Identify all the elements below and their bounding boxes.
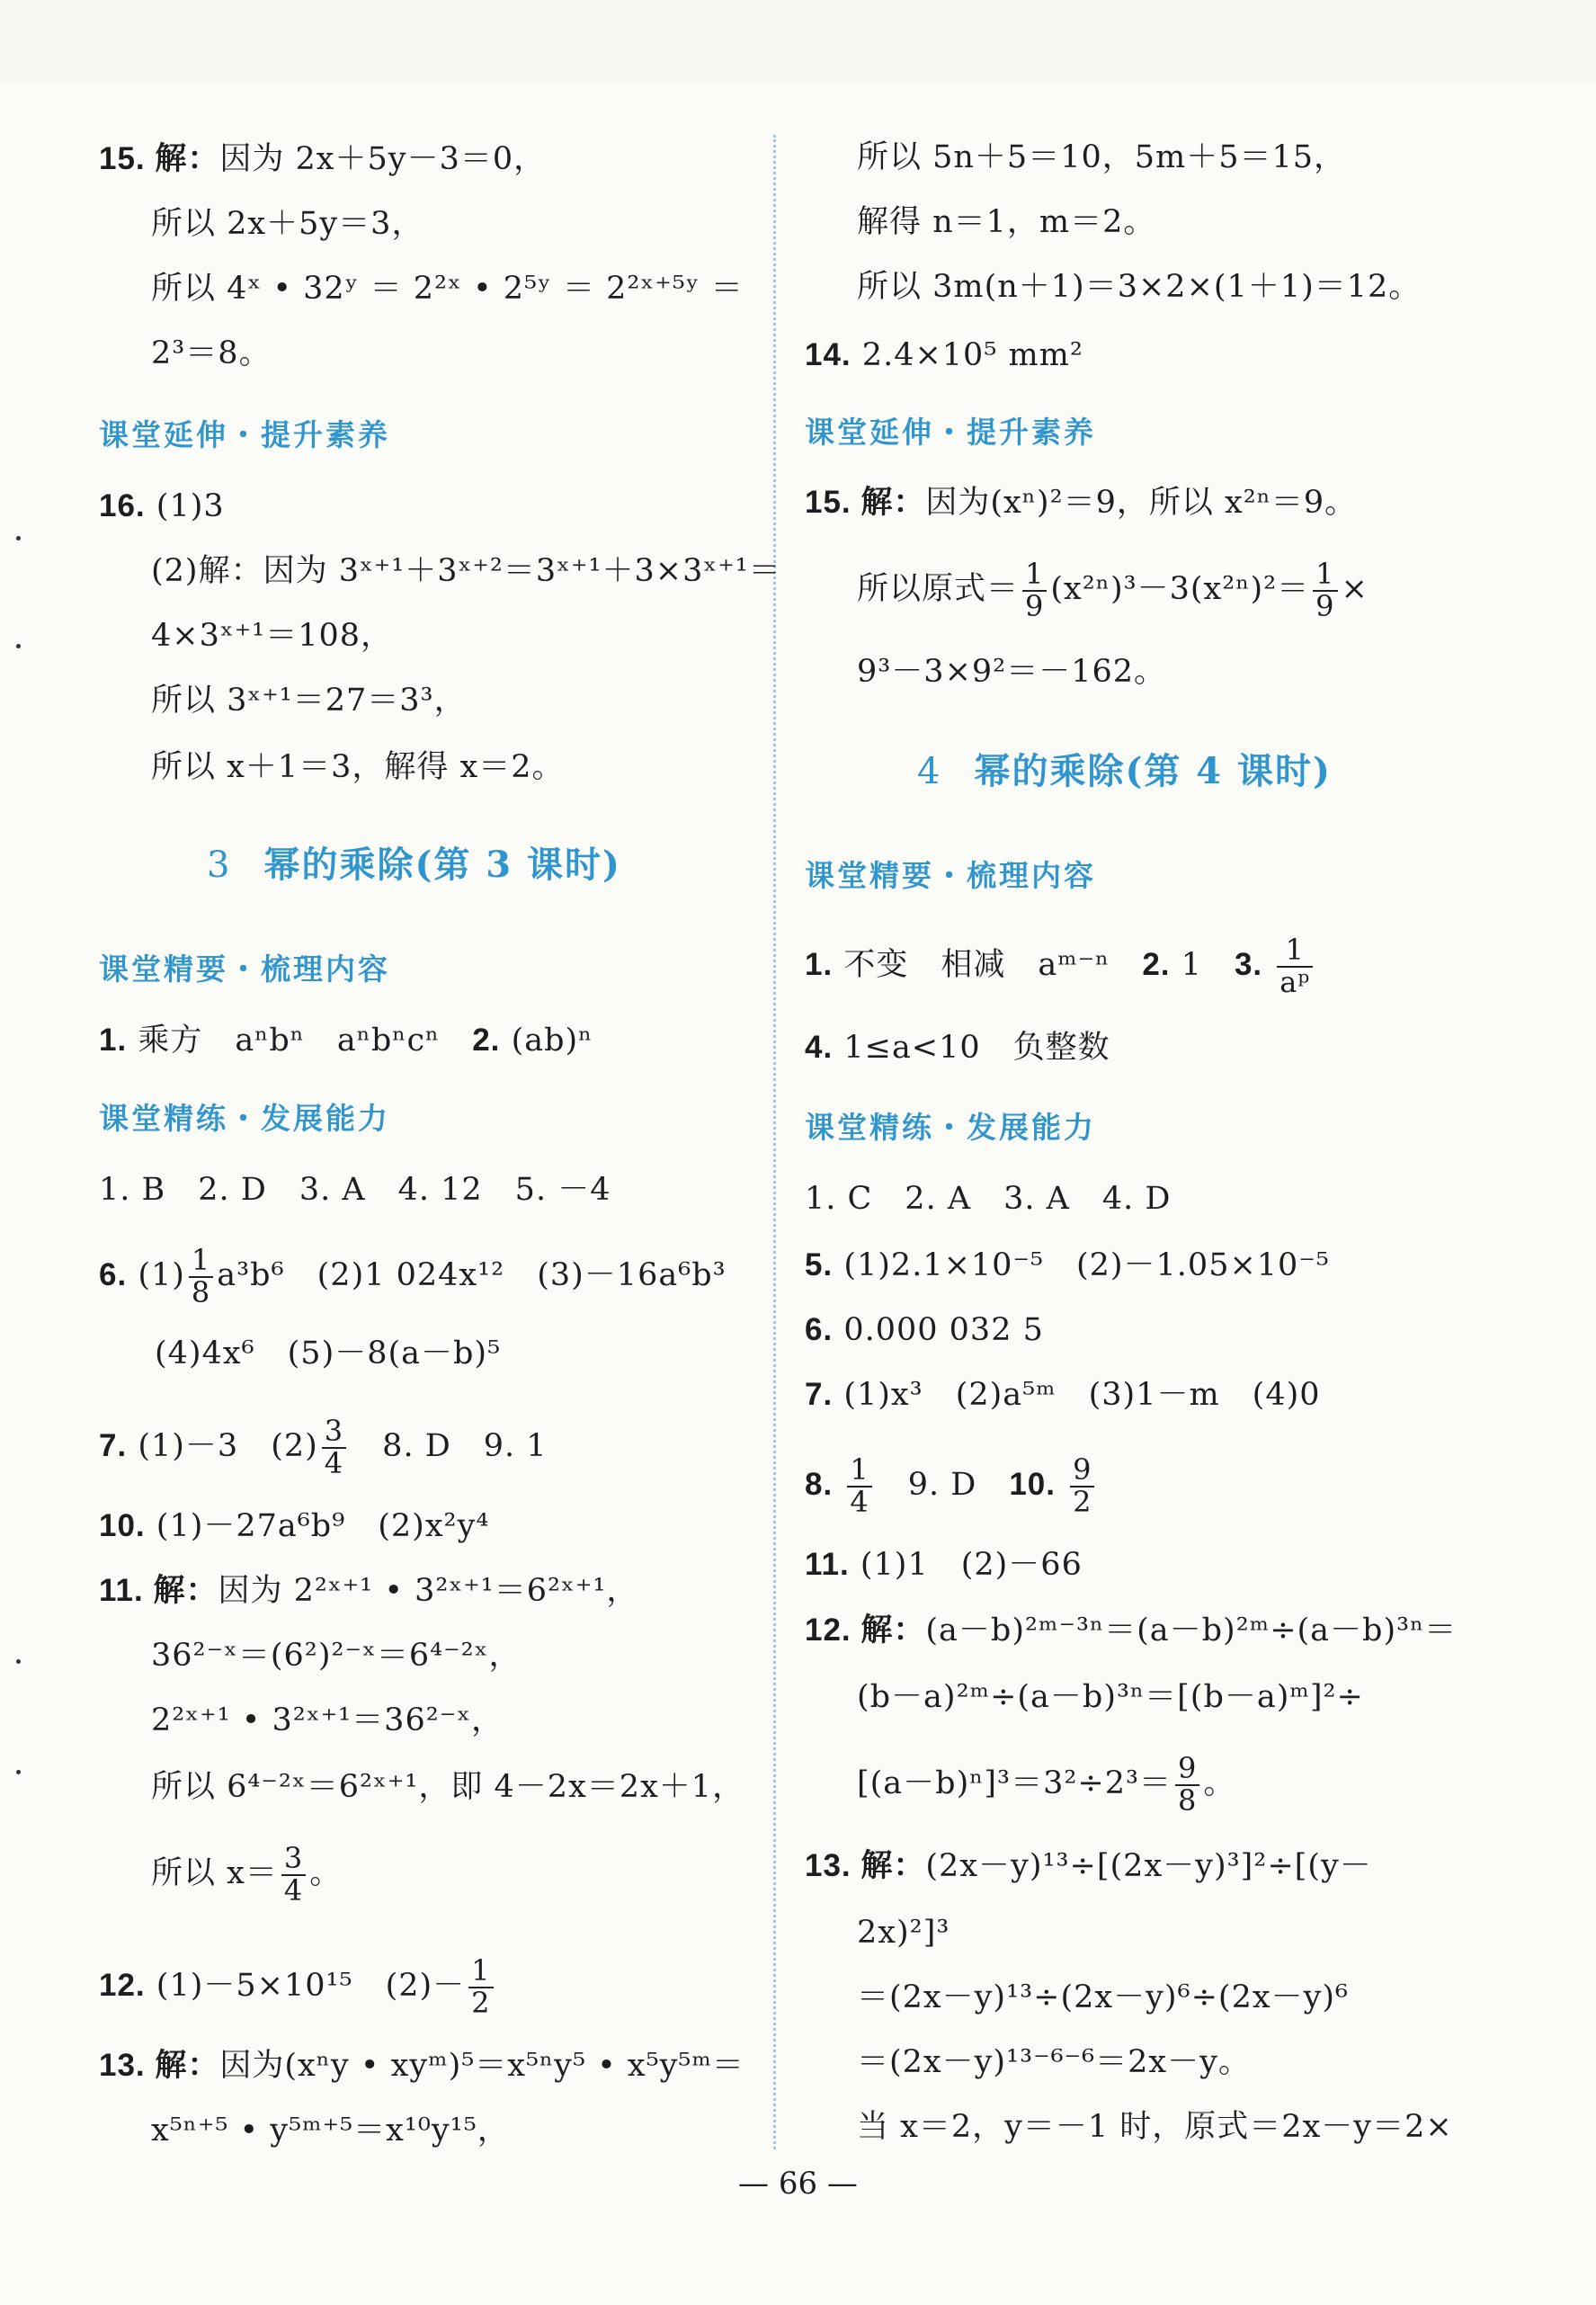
answer-7: 7. (1)x³ (2)a⁵ᵐ (3)1－m (4)0 <box>805 1377 1321 1413</box>
answer-11: 11. (1)1 (2)－66 <box>805 1547 1083 1583</box>
answer-8-10: 8. $\frac{1}{4}$ 9. D 10. $\frac{9}{2}$ <box>805 1455 1098 1517</box>
margin-dot <box>16 644 21 648</box>
continuation-line1: 所以 5n＋5＝10，5m＋5＝15， <box>857 139 1347 175</box>
margin-dot <box>16 536 21 541</box>
section-heading: 课堂精练・发展能力 <box>805 1110 1096 1145</box>
fraction: $\frac{1}{\text{aᵖ}}$ <box>1277 935 1313 997</box>
answer-10: 10. (1)－27a⁶b⁹ (2)x²y⁴ <box>99 1508 490 1544</box>
answer-13: 13. 解：因为(xⁿy • xyᵐ)⁵＝x⁵ⁿy⁵ • x⁵y⁵ᵐ＝ <box>99 2048 745 2084</box>
answer-1-3: 1. 不变 相减 aᵐ⁻ⁿ 2. 1 3. $\frac{1}{\text{aᵖ}}$ <box>805 935 1316 997</box>
answer-13: 13. 解：(2x－y)¹³÷[(2x－y)³]²÷[(y－ <box>805 1848 1372 1884</box>
fraction: $\frac{1}{8}$ <box>189 1246 213 1308</box>
answer-13-line3: ＝(2x－y)¹³÷(2x－y)⁶÷(2x－y)⁶ <box>857 1979 1350 2015</box>
answer-12: 12. (1)－5×10¹⁵ (2)－ $\frac{1}{2}$ <box>99 1956 497 2018</box>
continuation-line3: 所以 3m(n＋1)＝3×2×(1＋1)＝12。 <box>857 269 1422 305</box>
answer-16-line3: 4×3ˣ⁺¹＝108， <box>151 618 394 654</box>
answer-12-line2: (b－a)²ᵐ÷(a－b)³ⁿ＝[(b－a)ᵐ]²÷ <box>857 1679 1364 1715</box>
section-heading: 课堂延伸・提升素养 <box>805 415 1096 450</box>
answer-5: 5. (1)2.1×10⁻⁵ (2)－1.05×10⁻⁵ <box>805 1247 1330 1283</box>
fraction: $\frac{9}{8}$ <box>1175 1754 1199 1816</box>
answer-16-line5: 所以 x＋1＝3，解得 x＝2。 <box>151 749 565 785</box>
answer-6: 6. (1) $\frac{1}{8}$ a³b⁶ (2)1 024x¹² (3)－16a⁶b³ <box>99 1243 727 1309</box>
section-heading: 课堂精要・梳理内容 <box>805 858 1096 893</box>
answer-15-right-line2: 所以原式＝ $\frac{1}{9}$ (x²ⁿ)³－3(x²ⁿ)²＝ $\frac{1}{9}$ × <box>857 557 1369 623</box>
answer-14: 14. 2.4×10⁵ mm² <box>805 337 1083 373</box>
answer-12: 12. 解：(a－b)²ᵐ⁻³ⁿ＝(a－b)²ᵐ÷(a－b)³ⁿ＝ <box>805 1613 1458 1648</box>
answer-13-line4: ＝(2x－y)¹³⁻⁶⁻⁶＝2x－y。 <box>857 2044 1251 2080</box>
section-heading: 课堂精练・发展能力 <box>99 1101 390 1136</box>
answer-7-9: 7. (1)－3 (2) $\frac{3}{4}$ 8. D 9. 1 <box>99 1414 548 1480</box>
fraction: $\frac{1}{2}$ <box>468 1956 493 2018</box>
fraction: $\frac{1}{9}$ <box>1022 559 1047 621</box>
answer-6-line2: (4)4x⁶ (5)－8(a－b)⁵ <box>155 1336 502 1371</box>
answer-13-line2: 2x)²]³ <box>857 1915 950 1951</box>
answer-11-line2: 36²⁻ˣ＝(6²)²⁻ˣ＝6⁴⁻²ˣ， <box>151 1638 522 1674</box>
answer-15-right: 15. 解：因为(xⁿ)²＝9，所以 x²ⁿ＝9。 <box>805 485 1358 521</box>
fraction: $\frac{9}{2}$ <box>1070 1455 1094 1517</box>
answer-15-line4: 2³＝8。 <box>151 335 272 371</box>
fraction: $\frac{1}{9}$ <box>1313 559 1337 621</box>
section-heading: 课堂延伸・提升素养 <box>99 417 390 452</box>
answer-1-5: 1. B 2. D 3. A 4. 12 5. －4 <box>99 1172 611 1208</box>
answer-13-line5: 当 x＝2，y＝－1 时，原式＝2x－y＝2× <box>857 2109 1453 2145</box>
answer-1-2: 1. 乘方 aⁿbⁿ aⁿbⁿcⁿ 2. (ab)ⁿ <box>99 1023 593 1059</box>
answer-15-line2: 所以 2x＋5y＝3， <box>151 206 424 242</box>
answer-11-line5: 所以 x＝ $\frac{3}{4}$ 。 <box>151 1841 343 1907</box>
fraction: $\frac{1}{4}$ <box>847 1455 871 1517</box>
answer-13-line2: x⁵ⁿ⁺⁵ • y⁵ᵐ⁺⁵＝x¹⁰y¹⁵， <box>151 2113 510 2149</box>
margin-dot <box>16 1770 21 1774</box>
answer-15: 15. 解：因为 2x＋5y－3＝0， <box>99 141 547 177</box>
page-number: — 66 — <box>738 2166 858 2202</box>
answer-16: 16. (1)3 <box>99 488 225 524</box>
answer-6: 6. 0.000 032 5 <box>805 1312 1044 1348</box>
lesson-title-3: 3 幂的乘除(第 3 课时) <box>207 844 621 886</box>
answer-11-line4: 所以 6⁴⁻²ˣ＝6²ˣ⁺¹，即 4－2x＝2x＋1， <box>151 1769 745 1805</box>
answer-16-line2: (2)解：因为 3ˣ⁺¹＋3ˣ⁺²＝3ˣ⁺¹＋3×3ˣ⁺¹＝ <box>151 553 781 589</box>
answer-11-line3: 2²ˣ⁺¹ • 3²ˣ⁺¹＝36²⁻ˣ， <box>151 1702 504 1738</box>
section-heading: 课堂精要・梳理内容 <box>99 951 390 987</box>
answer-4: 4. 1≤a<10 负整数 <box>805 1030 1110 1066</box>
answer-12-line3: [(a－b)ⁿ]³＝3²÷2³＝ $\frac{9}{8}$ 。 <box>857 1751 1236 1818</box>
answer-1-4: 1. C 2. A 3. A 4. D <box>805 1181 1172 1217</box>
answer-11: 11. 解：因为 2²ˣ⁺¹ • 3²ˣ⁺¹＝6²ˣ⁺¹， <box>99 1573 639 1609</box>
continuation-line2: 解得 n＝1，m＝2。 <box>857 204 1156 240</box>
fraction: $\frac{3}{4}$ <box>281 1844 306 1906</box>
margin-dot <box>16 1659 21 1664</box>
answer-16-line4: 所以 3ˣ⁺¹＝27＝3³， <box>151 683 467 719</box>
lesson-title-4: 4 幂的乘除(第 4 课时) <box>917 750 1332 792</box>
right-column <box>805 0 1506 2158</box>
answer-15-line3: 所以 4ˣ • 32ʸ ＝ 2²ˣ • 2⁵ʸ ＝ 2²ˣ⁺⁵ʸ ＝ <box>151 271 744 307</box>
left-column <box>99 0 800 2158</box>
fraction: $\frac{3}{4}$ <box>322 1416 346 1479</box>
answer-15-right-line3: 9³－3×9²＝－162。 <box>857 654 1166 690</box>
